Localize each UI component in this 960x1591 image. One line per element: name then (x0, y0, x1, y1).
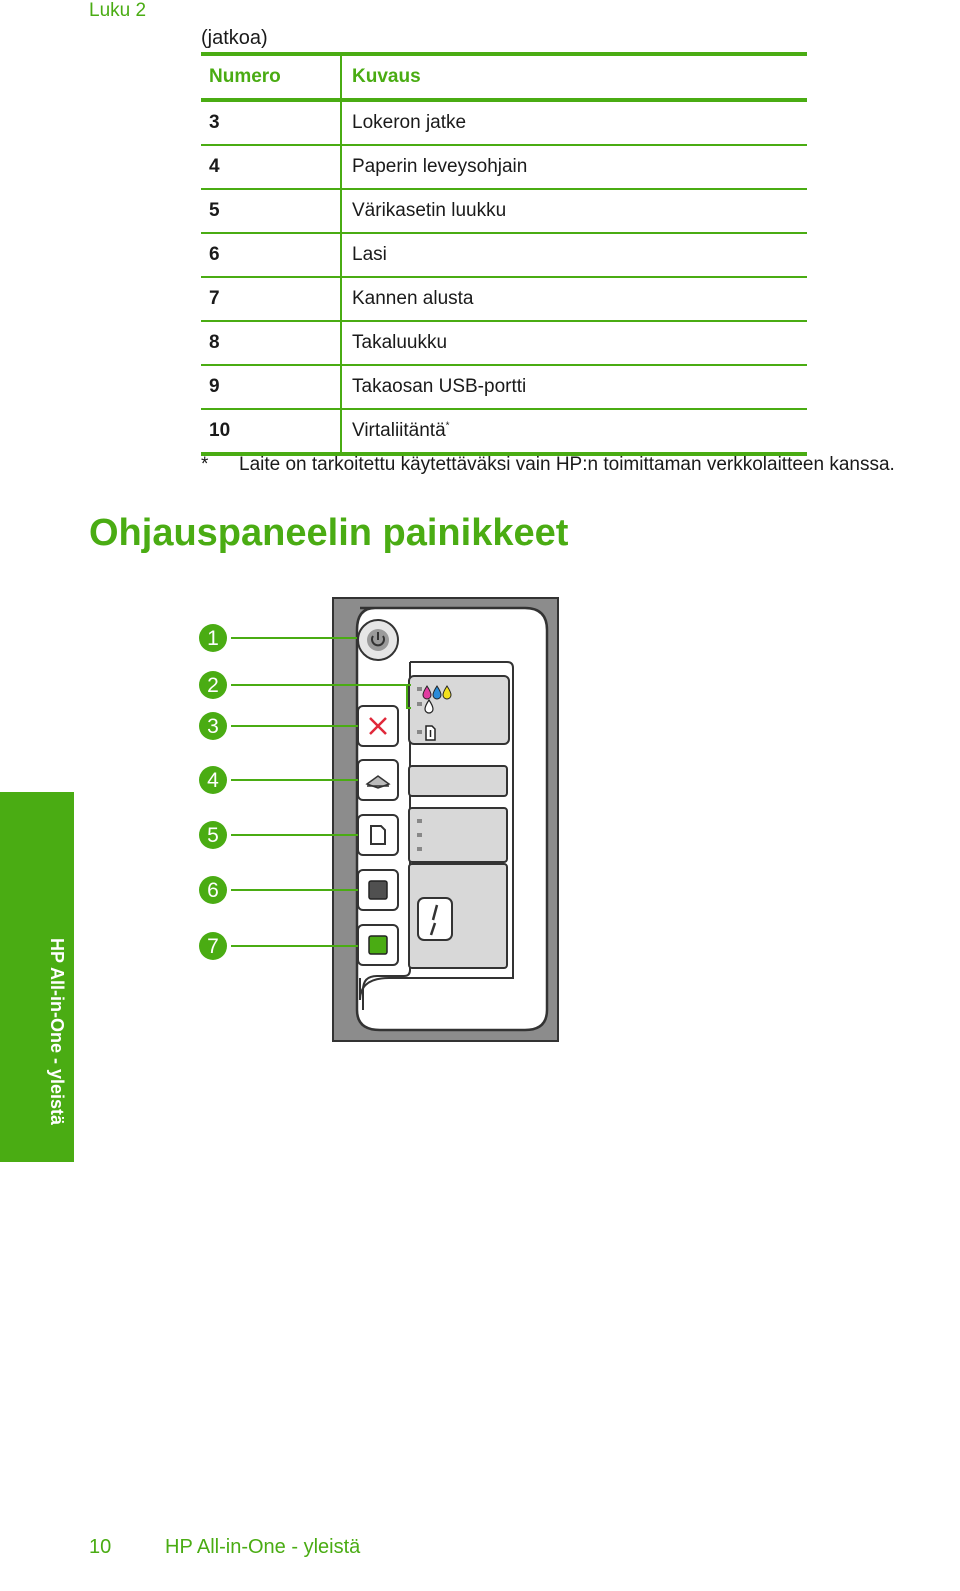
row-number: 4 (201, 145, 341, 189)
row-description: Paperin leveysohjain (341, 145, 807, 189)
side-tab-label: HP All-in-One - yleistä (47, 938, 67, 1126)
callout-number: 1 (207, 627, 219, 650)
section-title: Ohjauspaneelin painikkeet (89, 512, 569, 554)
row-description: Takaosan USB-portti (341, 365, 807, 409)
table-row (201, 321, 807, 365)
row-number: 6 (201, 233, 341, 277)
paper-icon (371, 826, 385, 844)
footnote-mark: * (201, 454, 209, 475)
column-header-description: Kuvaus (341, 54, 807, 100)
callout-number: 5 (207, 824, 219, 847)
row-number: 8 (201, 321, 341, 365)
display-slot (409, 766, 507, 796)
copies-display-icon (418, 898, 452, 940)
status-display (409, 676, 509, 744)
callout-number: 7 (207, 935, 219, 958)
page-number: 10 (89, 1536, 112, 1558)
callout-number: 6 (207, 879, 219, 902)
ink-light (417, 687, 422, 691)
table-row (201, 145, 807, 189)
row-description: Kannen alusta (341, 277, 807, 321)
table-row (201, 365, 807, 409)
footnote (201, 454, 895, 476)
footnote-text: Laite on tarkoitettu käytettäväksi vain HP:n toimittaman verkkolaitteen kanssa. (239, 454, 895, 475)
row-description: Takaluukku (341, 321, 807, 365)
control-panel-diagram (195, 590, 570, 1050)
indicator-window (409, 808, 507, 862)
table-row (201, 277, 807, 321)
table-row (201, 189, 807, 233)
chapter-label: Luku 2 (89, 0, 147, 21)
callout-number: 2 (207, 674, 219, 697)
parts-table (201, 52, 807, 456)
row-description: Lasi (341, 233, 807, 277)
row-description: Värikasetin luukku (341, 189, 807, 233)
table-header-row (201, 54, 807, 100)
footnote-marker: * (445, 420, 450, 432)
row-number: 3 (201, 100, 341, 145)
column-header-number: Numero (201, 54, 341, 100)
row-description: Lokeron jatke (341, 100, 807, 145)
row-description-text: Virtaliitäntä (352, 420, 446, 441)
row-number: 5 (201, 189, 341, 233)
callout-number: 4 (207, 769, 219, 792)
table-row (201, 409, 807, 454)
table-row (201, 233, 807, 277)
row-number: 9 (201, 365, 341, 409)
green-square-icon (369, 936, 387, 954)
paper-error-icon (426, 726, 435, 740)
row-number: 7 (201, 277, 341, 321)
black-square-icon (369, 881, 387, 899)
footer-title: HP All-in-One - yleistä (165, 1536, 361, 1558)
table-row (201, 100, 807, 145)
callout-number: 3 (207, 715, 219, 738)
row-description (341, 409, 807, 454)
row-number: 10 (201, 409, 341, 454)
continued-label: (jatkoa) (201, 27, 268, 49)
